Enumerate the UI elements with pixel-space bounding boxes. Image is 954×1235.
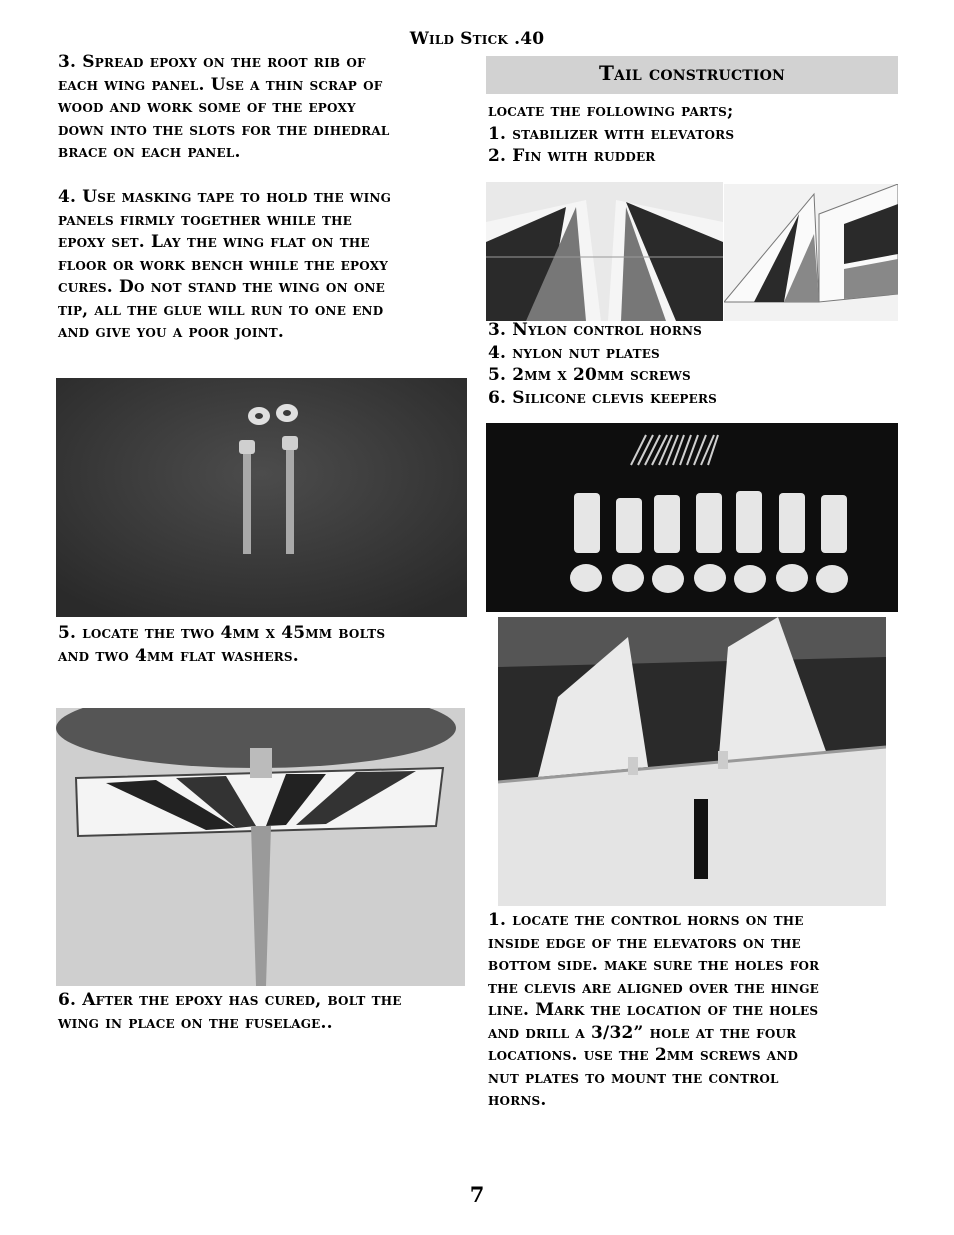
parts-intro-text: locate the following parts; 1. stabilizer with elevators 2. Fin with rudder <box>488 101 735 166</box>
tail-step-1-text: 1. locate the control horns on the inside edge of the elevators on the bottom side. make sure the holes for the clevis are aligned over the hinge line. Mark the location of the holes and drill a 3/32” hole at the four locations. use the 2mm screws and nut plates to mount the control horns. <box>488 910 820 1110</box>
parts-list-text: 3. Nylon control horns 4. nylon nut plates 5. 2mm x 20mm screws 6. Silicone clevis keepers <box>488 320 718 408</box>
running-header: Wild Stick .40 <box>409 29 545 49</box>
step-3-text: 3. Spread epoxy on the root rib of each wing panel. Use a thin scrap of wood and work some of the epoxy down into the slots for the dihedral brace on each panel. <box>58 52 390 162</box>
stabilizer-underside-photo <box>498 617 886 906</box>
step-4-text: 4. Use masking tape to hold the wing panels firmly together while the epoxy set. Lay the wing flat on the floor or work bench while the epoxy cures. Do not stand the wing on one tip, all the glue will run to one end and give you a poor joint. <box>58 187 392 342</box>
wing-on-fuselage-photo <box>56 708 465 986</box>
step-6-text: 6. After the epoxy has cured, bolt the wing in place on the fuselage.. <box>58 990 402 1033</box>
bolts-washers-photo <box>56 378 467 617</box>
step-5-text: 5. locate the two 4mm x 45mm bolts and two 4mm flat washers. <box>58 623 386 666</box>
control-horns-photo <box>486 423 898 612</box>
section-title-bar <box>486 56 898 94</box>
stabilizer-photo <box>486 182 723 321</box>
fin-photo <box>724 184 898 321</box>
page-number: 7 <box>469 1182 485 1207</box>
section-title: Tail construction <box>598 61 786 85</box>
